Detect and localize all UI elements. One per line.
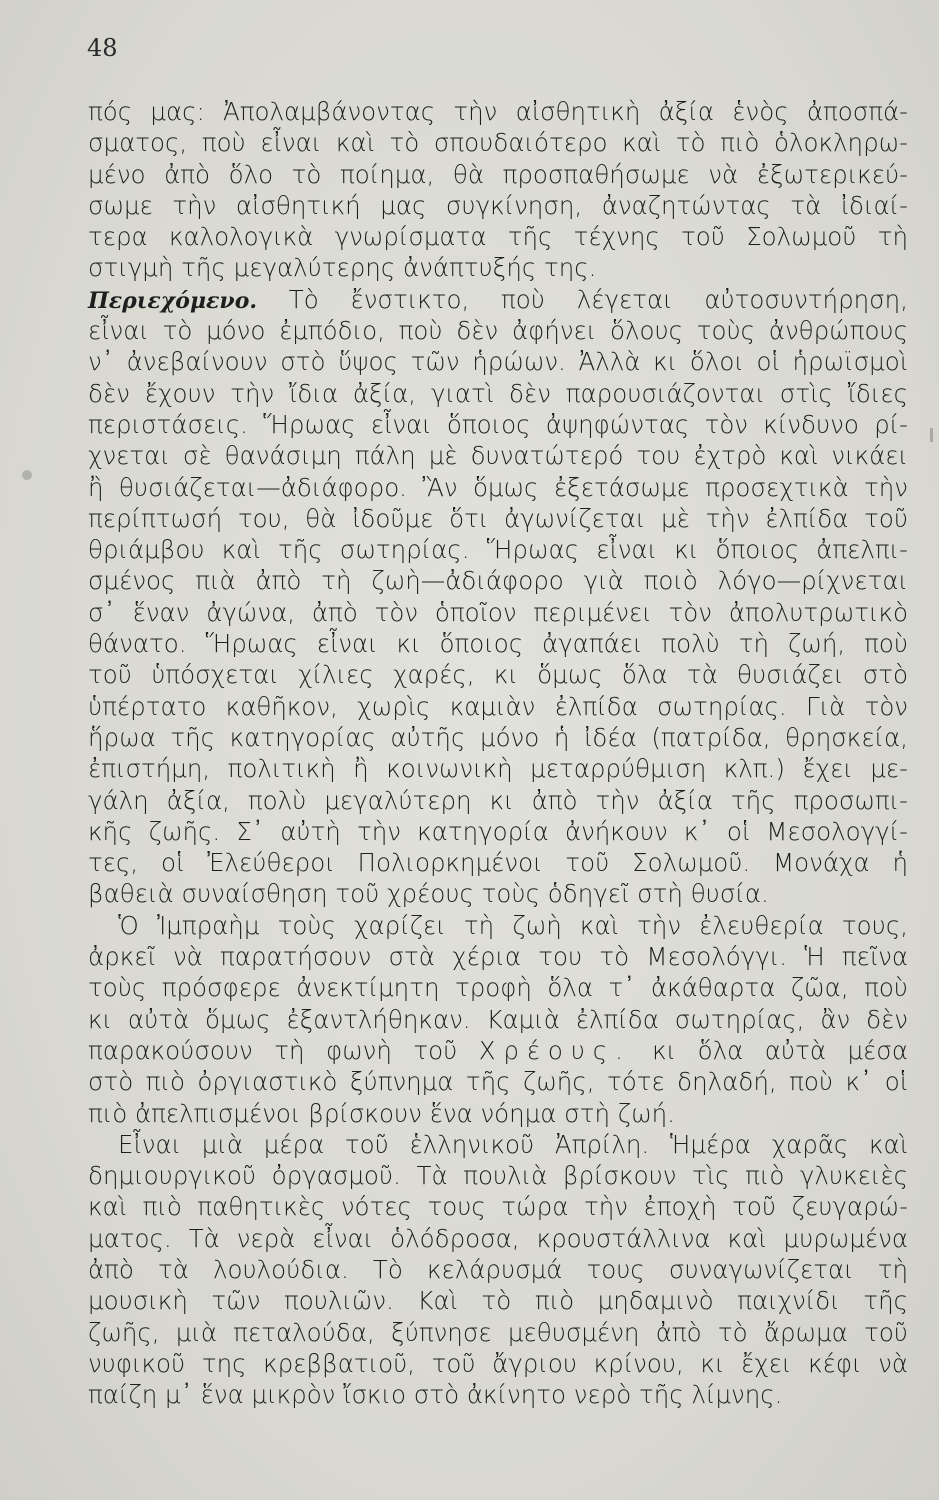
text-line: στιγμὴ τῆς μεγαλύτερης ἀνάπτυξής της.: [88, 253, 597, 283]
text-line: ἢ θυσιάζεται—ἀδιάφορο. Ἂν ὅμως ἐξετάσωμε προσεχτικὰ τὴν: [88, 472, 908, 502]
text-line: περιστάσεις. Ἥρωας εἶναι ὅποιος ἀψηφώντας τὸν κίνδυνο ρί-: [88, 409, 908, 439]
body-text: [88, 96, 908, 1410]
text-line: μένο ἀπὸ ὅλο τὸ ποίημα, θὰ προσπαθήσωμε νὰ ἐξωτερικεύ-: [88, 159, 908, 189]
page-number: 48: [87, 34, 118, 62]
text-line: ἀπὸ τὰ λουλούδια. Τὸ κελάρυσμά τους συναγωνίζεται τὴ: [88, 1254, 908, 1284]
spaced-emphasis-word: Χρέους.: [478, 1035, 631, 1065]
text-line: βαθειὰ συναίσθηση τοῦ χρέους τοὺς ὁδηγεῖ στὴ θυσία.: [88, 879, 769, 909]
text-line: ν᾽ ἀνεβαίνουν στὸ ὕψος τῶν ἡρώων. Ἀλλὰ κι ὅλοι οἱ ἡρωϊσμοὶ: [88, 347, 908, 377]
text-line: ζωῆς, μιὰ πεταλούδα, ξύπνησε μεθυσμένη ἀπὸ τὸ ἄρωμα τοῦ: [88, 1317, 908, 1347]
text-fragment: Εἶναι μιὰ μέρα τοῦ ἑλληνικοῦ Ἀπρίλη. Ἡμέρα χαρᾶς καὶ: [118, 1129, 908, 1159]
text-fragment: Τὸ ἔνστικτο, ποὺ λέγεται αὐτοσυντήρηση,: [288, 284, 908, 314]
text-line: σμένος πιὰ ἀπὸ τὴ ζωὴ—ἀδιάφορο γιὰ ποιὸ λόγο—ρίχνεται: [88, 566, 908, 596]
text-line: στὸ πιὸ ὀργιαστικὸ ξύπνημα τῆς ζωῆς, τότε δηλαδή, ποὺ κ᾽ οἱ: [88, 1067, 908, 1097]
text-line-with-heading: [88, 284, 908, 315]
text-line: θάνατο. Ἥρωας εἶναι κι ὅποιος ἀγαπάει πολὺ τὴ ζωή, ποὺ: [88, 629, 908, 659]
text-line: σ᾽ ἕναν ἀγώνα, ἀπὸ τὸν ὁποῖον περιμένει τὸν ἀπολυτρωτικὸ: [88, 597, 908, 627]
scan-speck: [22, 470, 32, 480]
text-line: τες, οἱ Ἐλεύθεροι Πολιορκημένοι τοῦ Σολωμοῦ. Μονάχα ἡ: [88, 848, 908, 878]
text-line: τερα καλολογικὰ γνωρίσματα τῆς τέχνης τοῦ Σολωμοῦ τὴ: [88, 222, 908, 252]
text-line: ὑπέρτατο καθῆκον, χωρὶς καμιὰν ἐλπίδα σωτηρίας. Γιὰ τὸν: [88, 691, 908, 721]
text-line: ἐπιστήμη, πολιτικὴ ἢ κοινωνικὴ μεταρρύθμιση κλπ.) ἔχει με-: [88, 754, 908, 784]
text-line: τοὺς πρόσφερε ἀνεκτίμητη τροφὴ ὅλα τ᾽ ἀκάθαρτα ζῶα, ποὺ: [88, 973, 908, 1003]
text-line: θριάμβου καὶ τῆς σωτηρίας. Ἥρωας εἶναι κι ὅποιος ἀπελπι-: [88, 535, 908, 565]
text-line: εἶναι τὸ μόνο ἐμπόδιο, ποὺ δὲν ἀφήνει ὅλους τοὺς ἀνθρώπους: [88, 316, 908, 346]
text-line: κι αὐτὰ ὅμως ἐξαντλήθηκαν. Καμιὰ ἐλπίδα σωτηρίας, ἂν δὲν: [88, 1004, 908, 1034]
text-fragment: Ὁ Ἰμπραὴμ τοὺς χαρίζει τὴ ζωὴ καὶ τὴν ἐλευθερία τους,: [118, 910, 908, 940]
text-line: περίπτωσή του, θὰ ἰδοῦμε ὅτι ἀγωνίζεται μὲ τὴν ἐλπίδα τοῦ: [88, 503, 908, 533]
text-line: πός μας: Ἀπολαμβάνοντας τὴν αἰσθητικὴ ἀξία ἑνὸς ἀποσπά-: [88, 97, 908, 126]
text-line: τοῦ ὑπόσχεται χίλιες χαρές, κι ὅμως ὅλα τὰ θυσιάζει στὸ: [88, 660, 908, 690]
text-line: σματος, ποὺ εἶναι καὶ τὸ σπουδαιότερο καὶ τὸ πιὸ ὁλοκληρω-: [88, 128, 908, 158]
text-line: ἀρκεῖ νὰ παρατήσουν στὰ χέρια του τὸ Μεσολόγγι. Ἡ πεῖνα: [88, 942, 908, 972]
text-line: δημιουργικοῦ ὀργασμοῦ. Τὰ πουλιὰ βρίσκουν τὶς πιὸ γλυκειὲς: [88, 1161, 908, 1191]
text-fragment: κι ὅλα αὐτὰ μέσα: [652, 1035, 908, 1065]
text-line: ἥρωα τῆς κατηγορίας αὐτῆς μόνο ἡ ἰδέα (πατρίδα, θρησκεία,: [88, 722, 908, 752]
text-line: νυφικοῦ της κρεββατιοῦ, τοῦ ἄγριου κρίνου, κι ἔχει κέφι νὰ: [88, 1348, 908, 1378]
text-line: χνεται σὲ θανάσιμη πάλη μὲ δυνατώτερό του ἐχτρὸ καὶ νικάει: [88, 441, 908, 471]
text-line: ματος. Τὰ νερὰ εἶναι ὁλόδροσα, κρουστάλλινα καὶ μυρωμένα: [88, 1223, 908, 1253]
text-line: δὲν ἔχουν τὴν ἴδια ἀξία, γιατὶ δὲν παρουσιάζονται στὶς ἴδιες: [88, 378, 908, 408]
text-line: γάλη ἀξία, πολὺ μεγαλύτερη κι ἀπὸ τὴν ἀξία τῆς προσωπι-: [88, 785, 908, 815]
text-line: πιὸ ἀπελπισμένοι βρίσκουν ἕνα νόημα στὴ ζωή.: [88, 1098, 675, 1128]
text-line: καὶ πιὸ παθητικὲς νότες τους τώρα τὴν ἐποχὴ τοῦ ζευγαρώ-: [88, 1192, 908, 1222]
text-line-indented: [88, 910, 908, 941]
text-line: σωμε τὴν αἰσθητική μας συγκίνηση, ἀναζητώντας τὰ ἰδιαί-: [88, 190, 908, 220]
text-line: κῆς ζωῆς. Σ᾽ αὐτὴ τὴν κατηγορία ἀνήκουν κ᾽ οἱ Μεσολογγί-: [88, 816, 908, 846]
text-line-indented: [88, 1129, 908, 1160]
section-heading: Περιεχόμενο.: [88, 287, 258, 314]
text-line: παίζη μ᾽ ἕνα μικρὸν ἴσκιο στὸ ἀκίνητο νερὸ τῆς λίμνης.: [88, 1380, 783, 1410]
text-line: μουσικὴ τῶν πουλιῶν. Καὶ τὸ πιὸ μηδαμινὸ παιχνίδι τῆς: [88, 1286, 908, 1316]
scan-edge-mark: [930, 428, 933, 442]
text-fragment: παρακούσουν τὴ φωνὴ τοῦ: [88, 1035, 458, 1065]
text-line-with-spaced-word: [88, 1035, 908, 1066]
